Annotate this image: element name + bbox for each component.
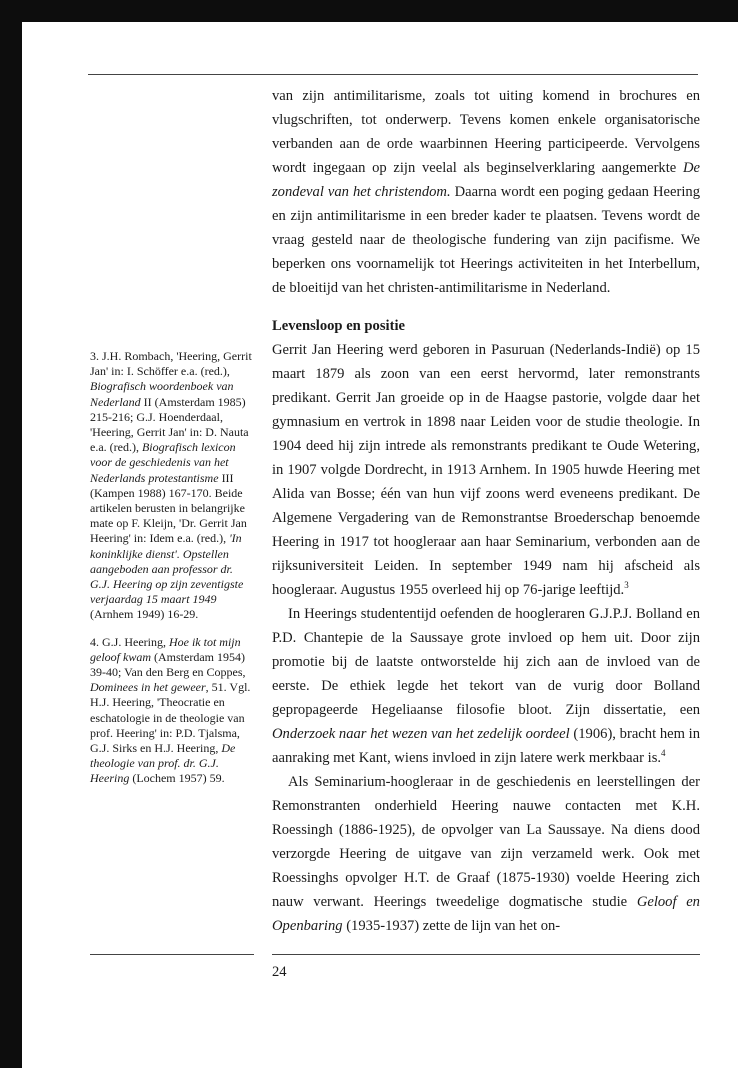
scan-border-left [0, 0, 22, 1068]
section-heading: Levensloop en positie [272, 318, 405, 334]
main-bottom-rule [272, 954, 700, 955]
paragraph-biography: Gerrit Jan Heering werd geboren in Pasuruan (Nederlands-Indië) op 15 maart 1879 als zoon van een eerst hervormd, later remonstrants predikant. Gerrit Jan groeide op in de Haagse pastorie, volgde daar het gymnasium en vertrok in 1898 naar Leiden voor de studie theologie. In 1904 deed hij zijn intrede als remonstrants predikant te Oude Wetering, in 1907 volgde Dordrecht, in 1913 Arnhem. In 1905 huwde Heering met Alida van Bosse; één van hun vijf zoons werd eveneens predikant. De Algemene Vergadering van de Remonstrantse Broederschap benoemde Heering in 1917 tot hoogleraar aan haar Seminarium, verbonden aan de rijksuniversiteit Leiden. In september 1949 nam hij afscheid als hoogleraar. Augustus 1955 overleed hij op 76-jarige leeftijd.$^3$ [272, 342, 700, 598]
paragraph-seminary: Als Seminarium-hoogleraar in de geschiedenis en leerstellingen der Remonstranten onderhield Heering nauwe contacten met K.H. Roessingh (1886-1925), de opvolger van La Saussaye. Na diens dood verzorgde Heering de uitgave van zijn verzameld werk. Ook met Roessinghs opvolger H.T. de Graaf (1875-1930) voelde Heering zich nauw verwant. Heerings tweedelige dogmatische studie Geloof en Openbaring (1935-1937) zette de lijn van het on- [272, 774, 700, 934]
footnotes-bottom-rule [90, 954, 254, 955]
paragraph-intro-continued: van zijn antimilitarisme, zoals tot uiting komend in brochures en vlugschriften, tot onderwerp. Tevens komen enkele organisatorische verbanden aan de orde waarbinnen Heering participeerde. Vervolgens wordt ingegaan op zijn veelal als beginselverklaring aangemerkte De zondeval van het christendom. Daarna wordt een poging gedaan Heering en zijn antimilitarisme in een breder kader te plaatsen. Tevens wordt de vraag gesteld naar de theologische fundering van zijn pacifisme. We beperken ons voornamelijk tot Heerings activiteiten in het Interbellum, de bloeitijd van het christen-antimilitarisme in Nederland. [272, 88, 700, 296]
footnote-ref-4[interactable]: 4 [661, 748, 666, 759]
footnote-ref-3[interactable]: 3 [624, 580, 629, 591]
footnote-3: 3. J.H. Rombach, 'Heering, Gerrit Jan' in: I. Schöffer e.a. (red.), Biografisch woordenboek van Nederland II (Amsterdam 1985) 215-216; G.J. Hoenderdaal, 'Heering, Gerrit Jan' in: D. Nauta e.a. (red.), Biografisch lexicon voor de geschiedenis van het Nederlands protestantisme III (Kampen 1988) 167-170. Beide artikelen berusten in belangrijke mate op F. Kleijn, 'Dr. Gerrit Jan Heering' in: Idem e.a. (red.), 'In koninklijke dienst'. Opstellen aangeboden aan professor dr. G.J. Heering op zijn zeventigste verjaardag 15 maart 1949 (Arnhem 1949) 16-29. [90, 349, 252, 622]
page-number: 24 [272, 964, 287, 980]
footnotes-column [90, 349, 254, 799]
main-text-column [272, 84, 700, 938]
top-rule [88, 74, 698, 75]
scan-border-top [22, 0, 738, 22]
paragraph-student-years: In Heerings studententijd oefenden de hoogleraren G.J.P.J. Bolland en P.D. Chantepie de la Saussaye grote invloed op hem uit. Door zijn promotie bij de laatste ontworstelde hij zich aan de invloed van de eerste. De ethiek legde het tekort van de vurig door Bolland gepropageerde Hegeliaanse filosofie bloot. Zijn dissertatie, een Onderzoek naar het wezen van het zedelijk oordeel (1906), bracht hem in aanraking met Kant, wiens invloed in zijn latere werk merkbaar is.$^4$ [272, 606, 700, 766]
footnote-4: 4. G.J. Heering, Hoe ik tot mijn geloof kwam (Amsterdam 1954) 39-40; Van den Berg en Coppes, Dominees in het geweer, 51. Vgl. H.J. Heering, 'Theocratie en eschatologie in de theologie van prof. Heering' in: P.D. Tjalsma, G.J. Sirks en H.J. Heering, De theologie van prof. dr. G.J. Heering (Lochem 1957) 59. [90, 634, 251, 786]
